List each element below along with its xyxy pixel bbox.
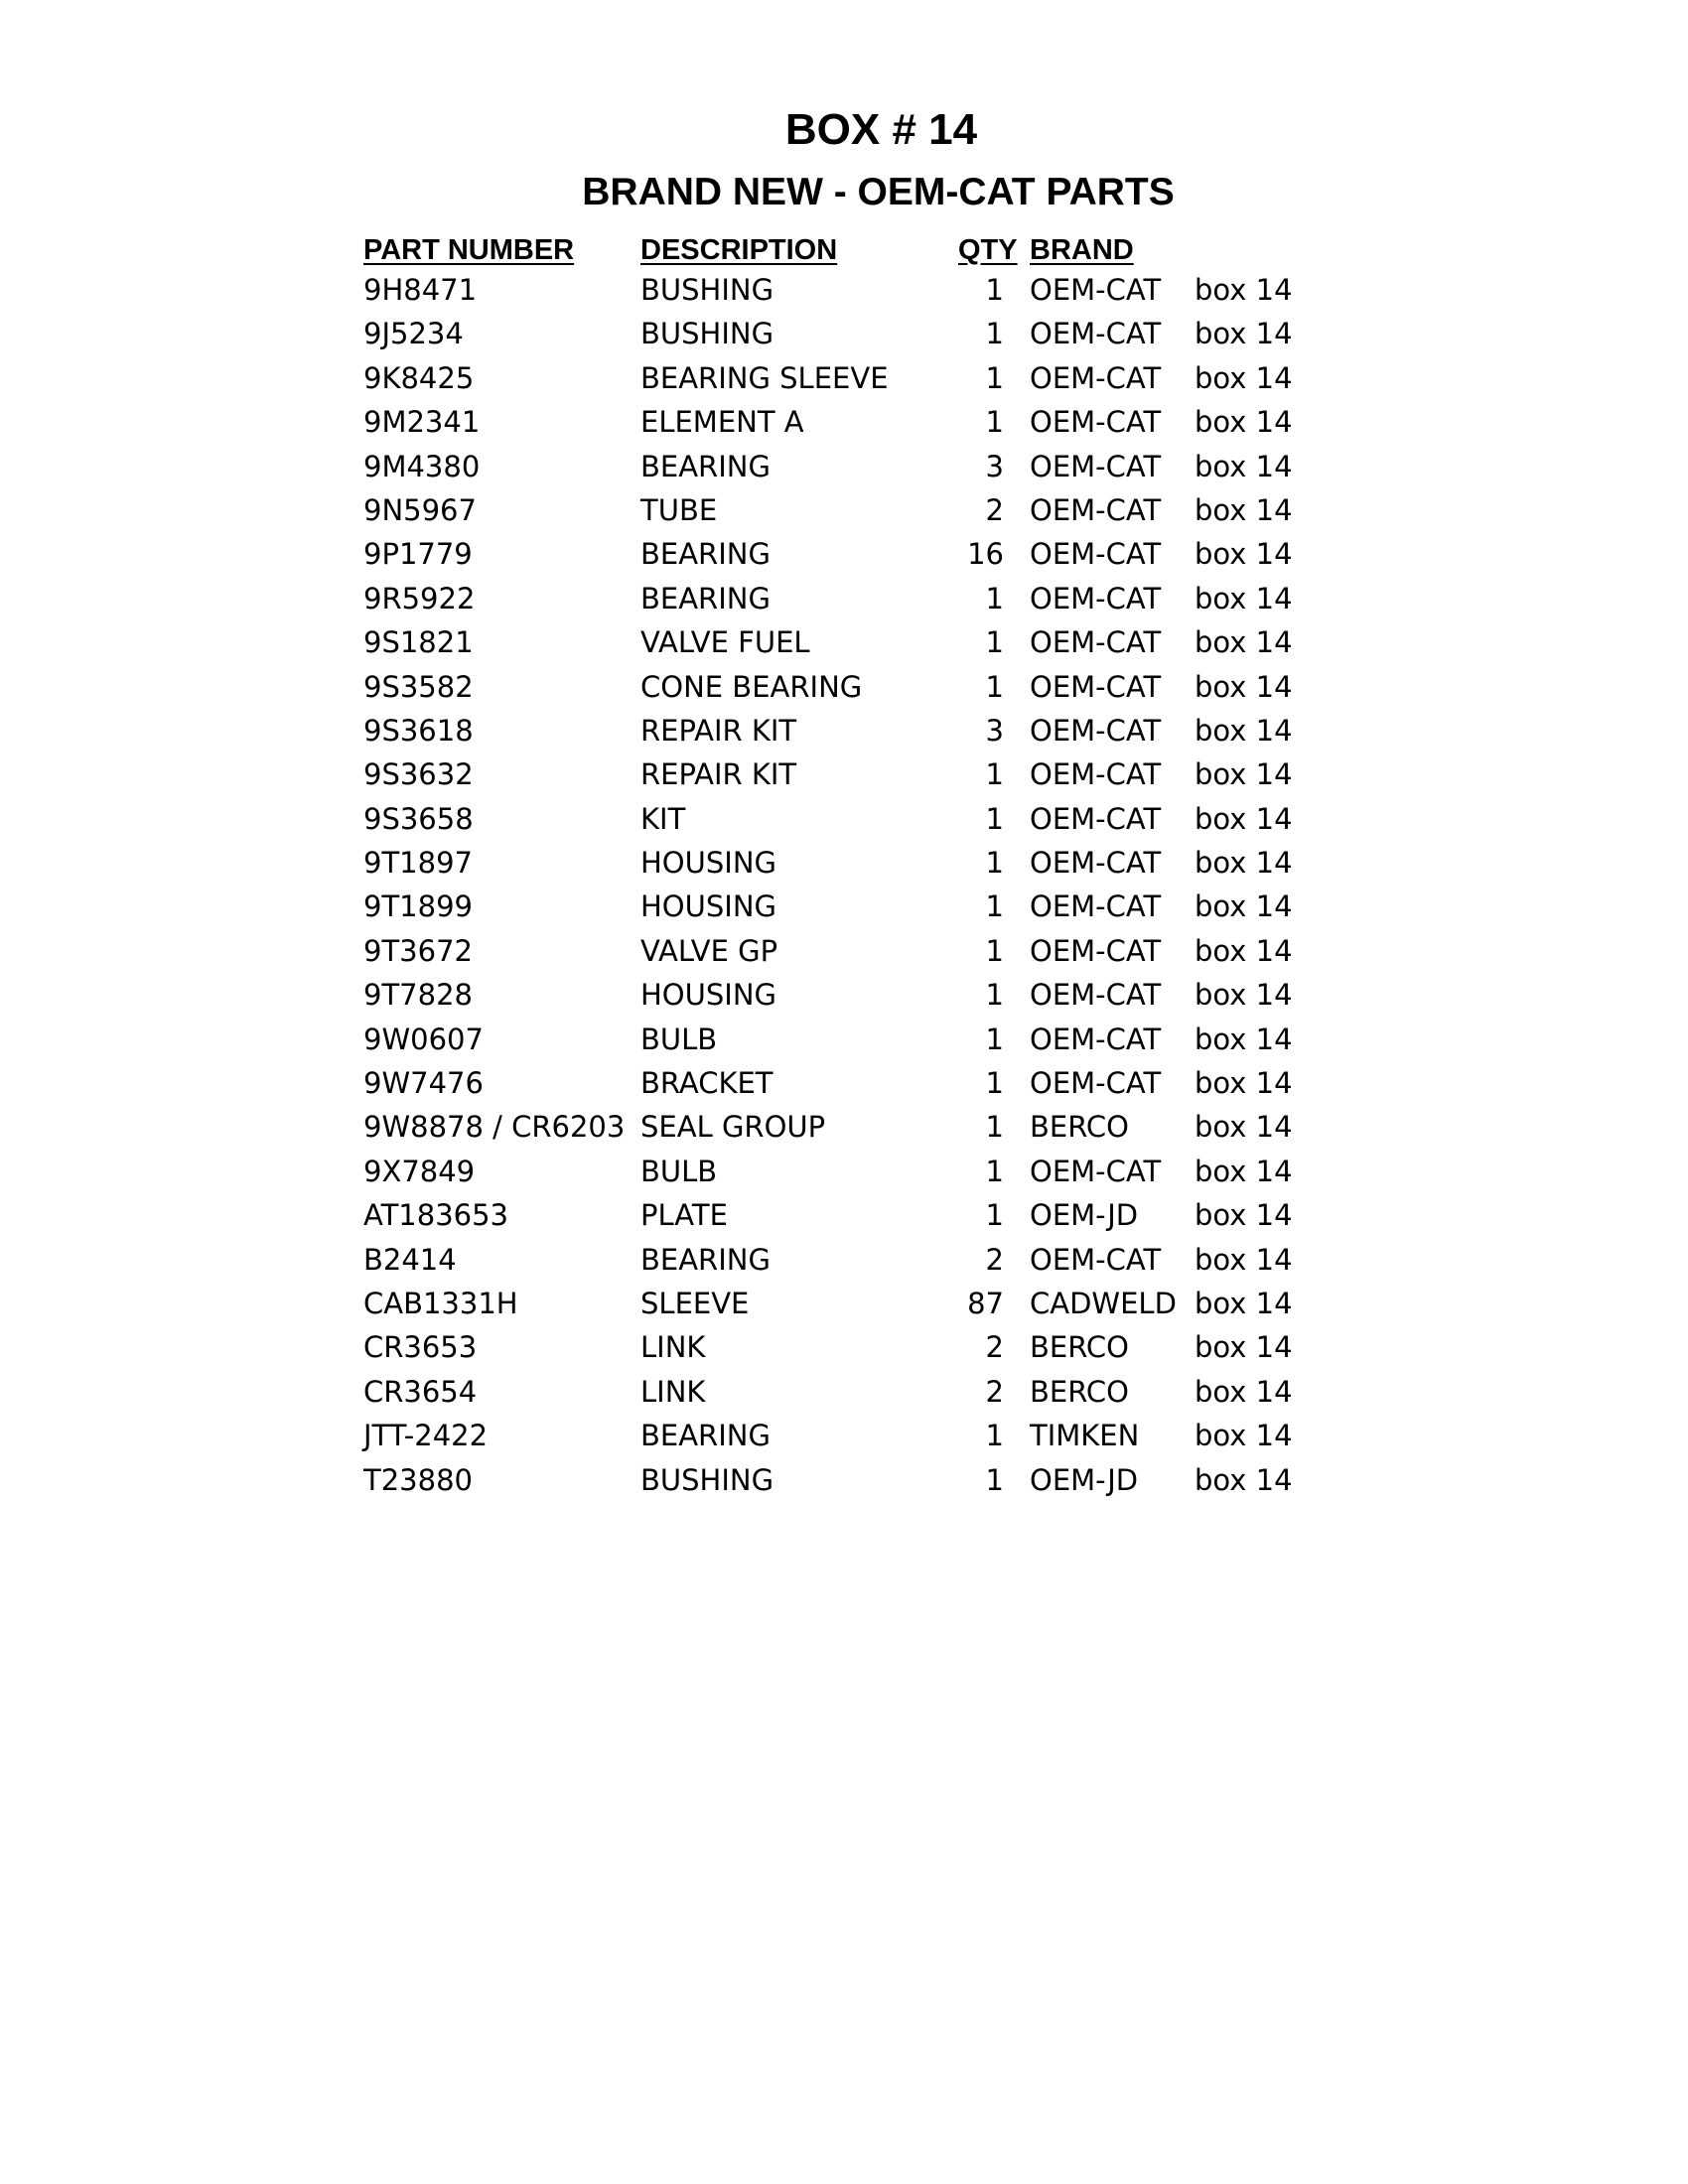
table-row: [0, 754, 1688, 798]
description-cell: REPAIR KIT: [640, 757, 797, 792]
location-cell: box 14: [1195, 978, 1293, 1013]
qty-cell: 2: [985, 1330, 1004, 1365]
location-cell: box 14: [1195, 360, 1293, 395]
brand-cell: OEM-CAT: [1030, 405, 1162, 440]
description-cell: BEARING: [640, 1419, 771, 1453]
location-cell: box 14: [1195, 537, 1293, 572]
brand-cell: BERCO: [1030, 1374, 1129, 1409]
part-number-cell: 9T1899: [363, 889, 473, 924]
table-row: [0, 1240, 1688, 1284]
location-cell: box 14: [1195, 581, 1293, 615]
location-cell: box 14: [1195, 492, 1293, 527]
table-row: [0, 534, 1688, 578]
part-number-cell: 9H8471: [363, 273, 478, 307]
brand-cell: OEM-CAT: [1030, 757, 1162, 792]
brand-cell: OEM-CAT: [1030, 581, 1162, 615]
part-number-cell: T23880: [363, 1462, 473, 1497]
brand-cell: OEM-JD: [1030, 1462, 1139, 1497]
brand-cell: OEM-CAT: [1030, 1154, 1162, 1188]
brand-cell: OEM-CAT: [1030, 449, 1162, 483]
description-cell: BEARING: [640, 1242, 771, 1277]
qty-cell: 2: [985, 1374, 1004, 1409]
location-cell: box 14: [1195, 273, 1293, 307]
location-cell: box 14: [1195, 1374, 1293, 1409]
qty-cell: 1: [985, 933, 1004, 968]
brand-cell: BERCO: [1030, 1110, 1129, 1145]
description-cell: BUSHING: [640, 1462, 774, 1497]
part-number-cell: 9M4380: [363, 449, 481, 483]
part-number-cell: 9S1821: [363, 625, 474, 660]
description-cell: SLEEVE: [640, 1286, 750, 1320]
qty-cell: 1: [985, 801, 1004, 836]
description-cell: SEAL GROUP: [640, 1110, 826, 1145]
brand-cell: OEM-CAT: [1030, 801, 1162, 836]
qty-cell: 1: [985, 405, 1004, 440]
part-number-cell: 9P1779: [363, 537, 473, 572]
description-cell: LINK: [640, 1374, 706, 1409]
table-row: [0, 1416, 1688, 1459]
brand-cell: OEM-CAT: [1030, 978, 1162, 1013]
location-cell: box 14: [1195, 1419, 1293, 1453]
part-number-cell: 9K8425: [363, 360, 475, 395]
part-number-cell: 9S3582: [363, 669, 474, 704]
part-number-cell: 9W0607: [363, 1022, 484, 1056]
table-row: [0, 1460, 1688, 1504]
brand-cell: OEM-CAT: [1030, 625, 1162, 660]
qty-cell: 1: [985, 889, 1004, 924]
table-row: [0, 358, 1688, 402]
table-row: [0, 1152, 1688, 1195]
header-brand: BRAND: [1030, 234, 1134, 266]
qty-cell: 3: [985, 713, 1004, 748]
table-row: [0, 1020, 1688, 1063]
table-row: [0, 402, 1688, 446]
table-row: [0, 887, 1688, 930]
part-number-cell: 9T3672: [363, 933, 473, 968]
table-body: [0, 270, 1688, 1504]
location-cell: box 14: [1195, 405, 1293, 440]
brand-cell: OEM-CAT: [1030, 1242, 1162, 1277]
location-cell: box 14: [1195, 1242, 1293, 1277]
table-row: [0, 314, 1688, 357]
location-cell: box 14: [1195, 1110, 1293, 1145]
description-cell: BEARING SLEEVE: [640, 360, 889, 395]
qty-cell: 16: [967, 537, 1004, 572]
description-cell: HOUSING: [640, 846, 776, 881]
description-cell: HOUSING: [640, 889, 776, 924]
qty-cell: 1: [985, 669, 1004, 704]
table-header: [0, 230, 1688, 270]
description-cell: VALVE FUEL: [640, 625, 810, 660]
brand-cell: OEM-CAT: [1030, 889, 1162, 924]
table-row: [0, 1107, 1688, 1151]
qty-cell: 1: [985, 1462, 1004, 1497]
parts-table: [0, 230, 1688, 1504]
table-row: [0, 270, 1688, 314]
qty-cell: 3: [985, 449, 1004, 483]
table-row: [0, 975, 1688, 1019]
brand-cell: OEM-CAT: [1030, 492, 1162, 527]
part-number-cell: 9T7828: [363, 978, 473, 1013]
location-cell: box 14: [1195, 846, 1293, 881]
table-row: [0, 667, 1688, 711]
description-cell: BULB: [640, 1022, 718, 1056]
brand-cell: TIMKEN: [1030, 1419, 1140, 1453]
location-cell: box 14: [1195, 757, 1293, 792]
location-cell: box 14: [1195, 1066, 1293, 1101]
part-number-cell: AT183653: [363, 1198, 509, 1233]
brand-cell: OEM-JD: [1030, 1198, 1139, 1233]
table-row: [0, 799, 1688, 843]
qty-cell: 1: [985, 1110, 1004, 1145]
qty-cell: 87: [967, 1286, 1004, 1320]
part-number-cell: 9S3658: [363, 801, 474, 836]
part-number-cell: 9S3632: [363, 757, 474, 792]
table-row: [0, 1195, 1688, 1239]
table-row: [0, 1284, 1688, 1327]
brand-cell: OEM-CAT: [1030, 713, 1162, 748]
description-cell: TUBE: [640, 492, 718, 527]
part-number-cell: CR3654: [363, 1374, 478, 1409]
part-number-cell: B2414: [363, 1242, 457, 1277]
qty-cell: 1: [985, 1154, 1004, 1188]
brand-cell: OEM-CAT: [1030, 1022, 1162, 1056]
table-row: [0, 490, 1688, 534]
part-number-cell: CR3653: [363, 1330, 478, 1365]
brand-cell: BERCO: [1030, 1330, 1129, 1365]
table-row: [0, 711, 1688, 754]
location-cell: box 14: [1195, 889, 1293, 924]
part-number-cell: 9W7476: [363, 1066, 484, 1101]
table-row: [0, 931, 1688, 975]
table-row: [0, 447, 1688, 490]
table-row: [0, 843, 1688, 887]
description-cell: HOUSING: [640, 978, 776, 1013]
description-cell: ELEMENT A: [640, 405, 804, 440]
table-row: [0, 1063, 1688, 1107]
qty-cell: 1: [985, 978, 1004, 1013]
brand-cell: OEM-CAT: [1030, 537, 1162, 572]
description-cell: CONE BEARING: [640, 669, 863, 704]
brand-cell: OEM-CAT: [1030, 360, 1162, 395]
qty-cell: 2: [985, 1242, 1004, 1277]
page-title: BOX # 14: [784, 105, 978, 154]
qty-cell: 1: [985, 273, 1004, 307]
qty-cell: 1: [985, 1022, 1004, 1056]
description-cell: VALVE GP: [640, 933, 778, 968]
qty-cell: 1: [985, 757, 1004, 792]
brand-cell: OEM-CAT: [1030, 1066, 1162, 1101]
qty-cell: 1: [985, 360, 1004, 395]
part-number-cell: CAB1331H: [363, 1286, 518, 1320]
location-cell: box 14: [1195, 669, 1293, 704]
brand-cell: OEM-CAT: [1030, 273, 1162, 307]
part-number-cell: 9M2341: [363, 405, 481, 440]
part-number-cell: 9J5234: [363, 317, 464, 351]
location-cell: box 14: [1195, 713, 1293, 748]
location-cell: box 14: [1195, 1286, 1293, 1320]
location-cell: box 14: [1195, 933, 1293, 968]
qty-cell: 1: [985, 317, 1004, 351]
qty-cell: 1: [985, 1419, 1004, 1453]
table-row: [0, 1372, 1688, 1416]
location-cell: box 14: [1195, 1022, 1293, 1056]
description-cell: PLATE: [640, 1198, 728, 1233]
qty-cell: 1: [985, 846, 1004, 881]
location-cell: box 14: [1195, 449, 1293, 483]
location-cell: box 14: [1195, 1330, 1293, 1365]
qty-cell: 1: [985, 1066, 1004, 1101]
table-row: [0, 622, 1688, 666]
description-cell: REPAIR KIT: [640, 713, 797, 748]
part-number-cell: 9T1897: [363, 846, 473, 881]
description-cell: BUSHING: [640, 273, 774, 307]
qty-cell: 1: [985, 625, 1004, 660]
description-cell: BEARING: [640, 581, 771, 615]
location-cell: box 14: [1195, 625, 1293, 660]
qty-cell: 2: [985, 492, 1004, 527]
description-cell: BEARING: [640, 537, 771, 572]
location-cell: box 14: [1195, 1198, 1293, 1233]
part-number-cell: 9X7849: [363, 1154, 476, 1188]
brand-cell: OEM-CAT: [1030, 933, 1162, 968]
description-cell: BUSHING: [640, 317, 774, 351]
description-cell: BEARING: [640, 449, 771, 483]
description-cell: BRACKET: [640, 1066, 774, 1101]
part-number-cell: JTT-2422: [363, 1419, 489, 1453]
qty-cell: 1: [985, 1198, 1004, 1233]
part-number-cell: 9S3618: [363, 713, 474, 748]
brand-cell: CADWELD: [1030, 1286, 1177, 1320]
qty-cell: 1: [985, 581, 1004, 615]
part-number-cell: 9N5967: [363, 492, 477, 527]
location-cell: box 14: [1195, 801, 1293, 836]
brand-cell: OEM-CAT: [1030, 846, 1162, 881]
part-number-cell: 9R5922: [363, 581, 476, 615]
table-row: [0, 579, 1688, 622]
brand-cell: OEM-CAT: [1030, 669, 1162, 704]
part-number-cell: 9W8878 / CR6203: [363, 1110, 626, 1145]
header-part-number: PART NUMBER: [363, 234, 575, 266]
brand-cell: OEM-CAT: [1030, 317, 1162, 351]
table-row: [0, 1327, 1688, 1371]
location-cell: box 14: [1195, 317, 1293, 351]
header-qty: QTY: [958, 234, 1018, 266]
page-subtitle: BRAND NEW - OEM-CAT PARTS: [582, 171, 1175, 213]
location-cell: box 14: [1195, 1154, 1293, 1188]
location-cell: box 14: [1195, 1462, 1293, 1497]
description-cell: KIT: [640, 801, 686, 836]
description-cell: LINK: [640, 1330, 706, 1365]
header-description: DESCRIPTION: [640, 234, 838, 266]
description-cell: BULB: [640, 1154, 718, 1188]
